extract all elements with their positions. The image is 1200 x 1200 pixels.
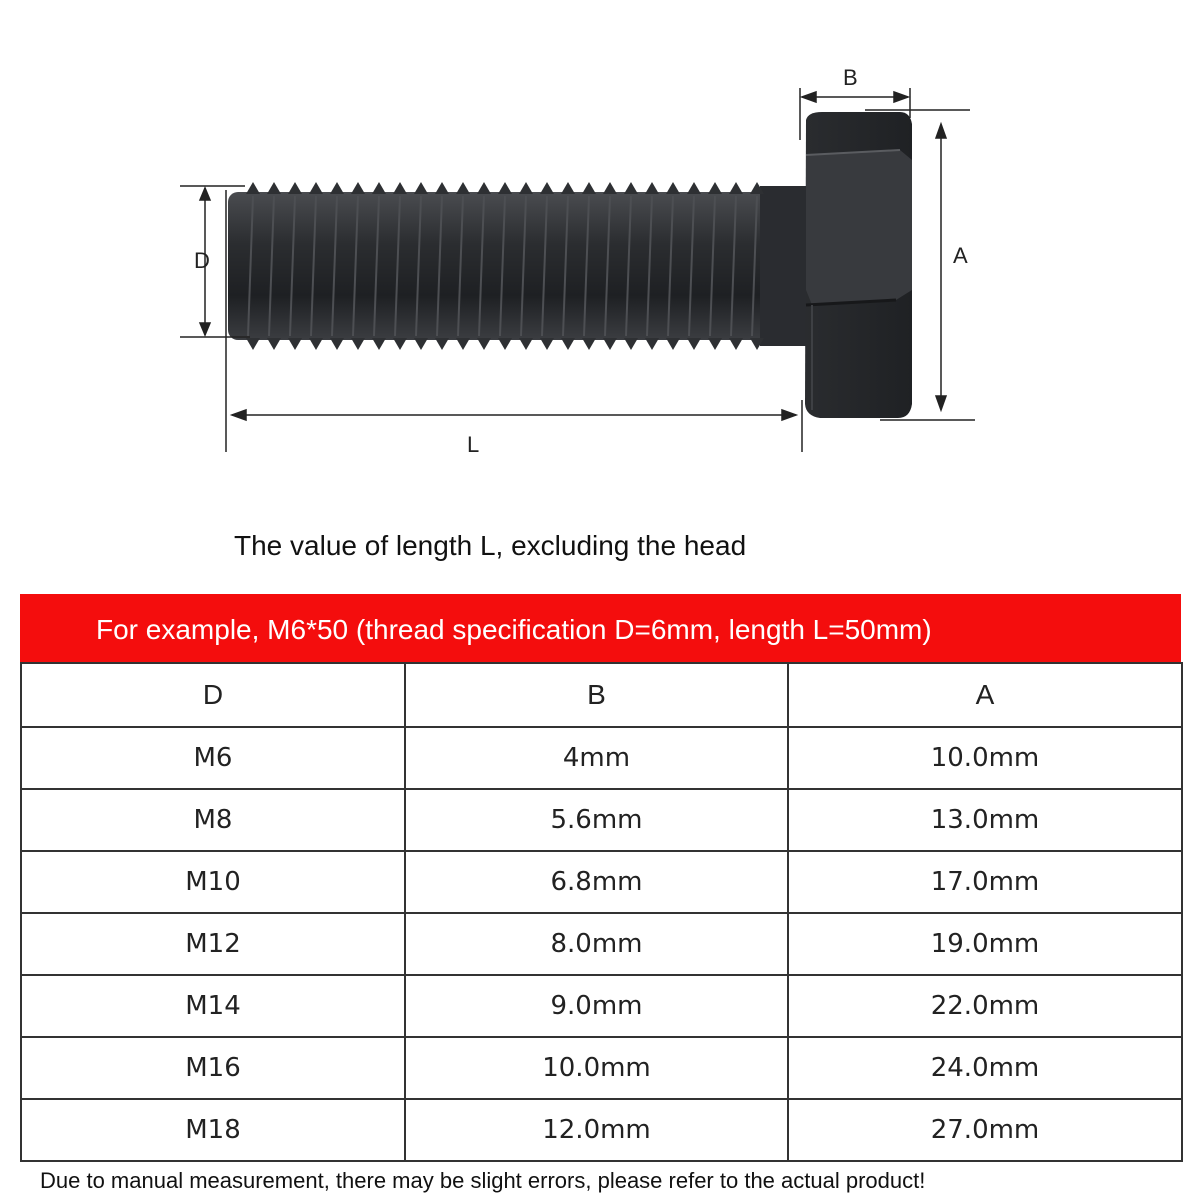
- cell-b: 12.0mm: [405, 1099, 788, 1161]
- dimension-label-b: B: [843, 65, 858, 90]
- size-spec-table: [20, 662, 1183, 1162]
- length-caption: The value of length L, excluding the head: [234, 530, 747, 561]
- table-row: [21, 1099, 1182, 1161]
- table-row: [21, 1037, 1182, 1099]
- bolt-shank: [228, 182, 806, 350]
- cell-d: M8: [21, 789, 405, 851]
- cell-d: M16: [21, 1037, 405, 1099]
- cell-a: 19.0mm: [788, 913, 1182, 975]
- table-row: [21, 727, 1182, 789]
- cell-b: 4mm: [405, 727, 788, 789]
- table-row: [21, 789, 1182, 851]
- dimension-label-a: A: [953, 243, 968, 268]
- dimension-label-d: D: [194, 248, 210, 273]
- cell-b: 10.0mm: [405, 1037, 788, 1099]
- bolt-head: [805, 112, 912, 418]
- example-banner: For example, M6*50 (thread specification D=6mm, length L=50mm): [20, 594, 1181, 662]
- cell-a: 17.0mm: [788, 851, 1182, 913]
- bolt-diagram: [0, 0, 1200, 480]
- cell-a: 10.0mm: [788, 727, 1182, 789]
- cell-d: M14: [21, 975, 405, 1037]
- header-d: D: [21, 663, 405, 727]
- cell-b: 9.0mm: [405, 975, 788, 1037]
- header-a: A: [788, 663, 1182, 727]
- cell-d: M12: [21, 913, 405, 975]
- header-b: B: [405, 663, 788, 727]
- cell-d: M6: [21, 727, 405, 789]
- measurement-disclaimer: Due to manual measurement, there may be slight errors, please refer to the actual product!: [40, 1168, 926, 1193]
- dimension-label-l: L: [467, 432, 480, 457]
- cell-a: 13.0mm: [788, 789, 1182, 851]
- table-row: [21, 851, 1182, 913]
- cell-a: 27.0mm: [788, 1099, 1182, 1161]
- cell-a: 24.0mm: [788, 1037, 1182, 1099]
- cell-a: 22.0mm: [788, 975, 1182, 1037]
- cell-b: 6.8mm: [405, 851, 788, 913]
- cell-b: 5.6mm: [405, 789, 788, 851]
- table-row: [21, 975, 1182, 1037]
- cell-b: 8.0mm: [405, 913, 788, 975]
- cell-d: M18: [21, 1099, 405, 1161]
- cell-d: M10: [21, 851, 405, 913]
- table-row: [21, 913, 1182, 975]
- table-header-row: [21, 663, 1182, 727]
